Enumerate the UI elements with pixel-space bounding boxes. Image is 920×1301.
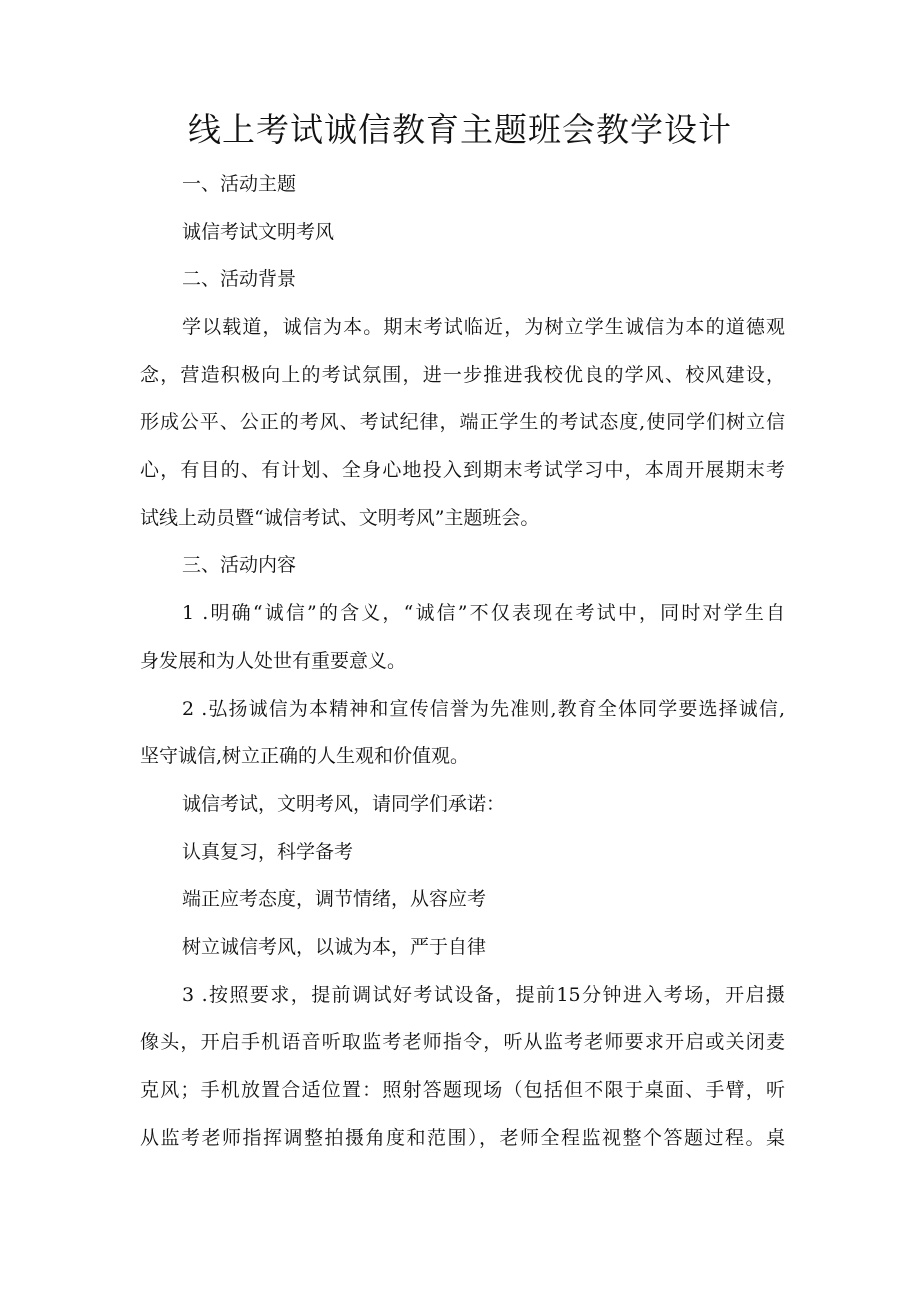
background-line-4: 心，有目的、有计划、全身心地投入到期末考试学习中，本周开展期末考 (140, 459, 785, 481)
content-item-1-line-1: 1 .明确“诚信”的含义，“诚信”不仅表现在考试中，同时对学生自 (182, 602, 785, 624)
heading-activity-theme: 一、活动主题 (182, 173, 297, 195)
content-item-2-line-1: 2 .弘扬诚信为本精神和宣传信誉为先准则,教育全体同学要选择诚信, (182, 698, 785, 720)
content-item-3-line-2: 像头，开启手机语音听取监考老师指令，听从监考老师要求开启或关闭麦 (140, 1031, 785, 1053)
pledge-intro: 诚信考试，文明考风，请同学们承诺： (182, 793, 506, 815)
pledge-line-1: 认真复习，科学备考 (182, 841, 354, 863)
background-line-2: 念，营造积极向上的考试氛围，进一步推进我校优良的学风、校风建设， (140, 364, 785, 386)
content-item-1-line-2: 身发展和为人处世有重要意义。 (140, 650, 407, 672)
pledge-line-3: 树立诚信考风，以诚为本，严于自律 (182, 936, 487, 958)
activity-theme-text: 诚信考试文明考风 (182, 221, 335, 243)
background-line-3: 形成公平、公正的考风、考试纪律，端正学生的考试态度,使同学们树立信 (140, 411, 785, 433)
heading-activity-background: 二、活动背景 (182, 268, 297, 290)
content-item-3-line-1: 3 .按照要求，提前调试好考试设备，提前15分钟进入考场，开启摄 (182, 984, 785, 1006)
heading-activity-content: 三、活动内容 (182, 554, 297, 576)
document-title: 线上考试诚信教育主题班会教学设计 (188, 110, 732, 149)
pledge-line-2: 端正应考态度，调节情绪，从容应考 (182, 888, 487, 910)
content-item-2-line-2: 坚守诚信,树立正确的人生观和价值观。 (140, 745, 470, 767)
background-line-5: 试线上动员暨“诚信考试、文明考风”主题班会。 (140, 507, 540, 529)
background-line-1: 学以载道，诚信为本。期末考试临近，为树立学生诚信为本的道德观 (182, 316, 785, 338)
content-item-3-line-4: 从监考老师指挥调整拍摄角度和范围），老师全程监视整个答题过程。桌 (140, 1127, 785, 1149)
content-item-3-line-3: 克风；手机放置合适位置：照射答题现场（包括但不限于桌面、手臂，听 (140, 1079, 785, 1101)
